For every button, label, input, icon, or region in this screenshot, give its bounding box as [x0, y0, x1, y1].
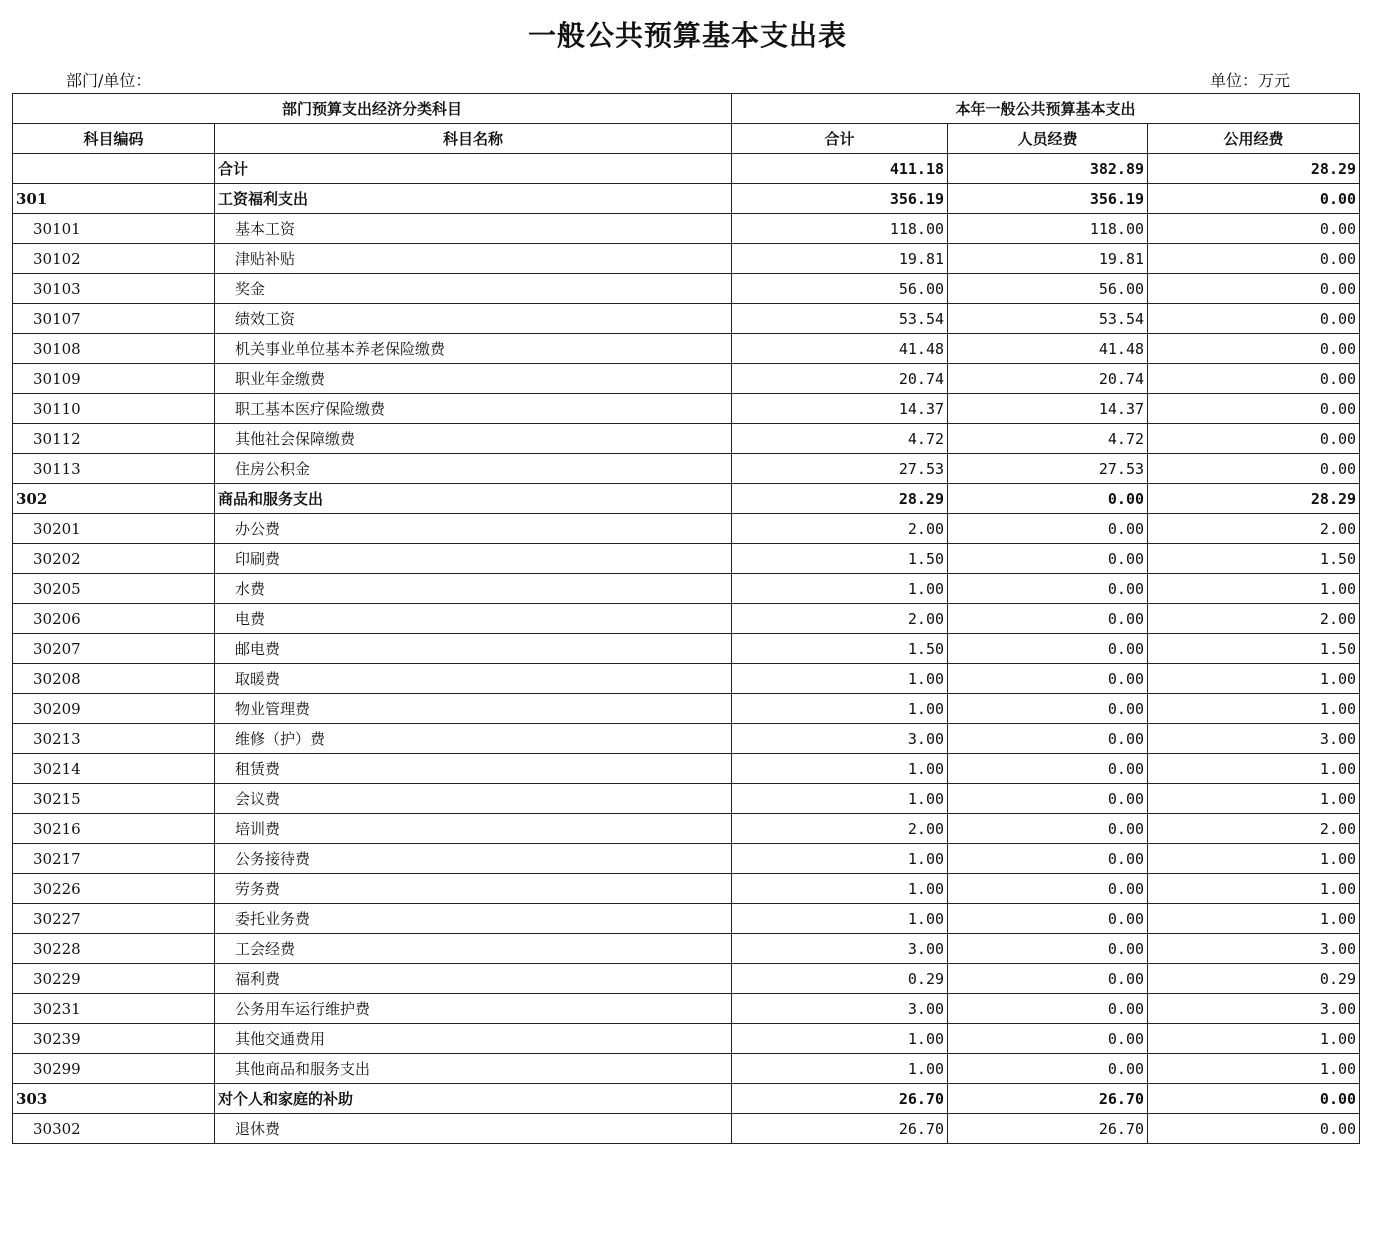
cell-name: 印刷费 — [215, 544, 732, 574]
cell-code: 30231 — [13, 994, 215, 1024]
table-row — [13, 184, 1360, 214]
cell-public: 1.00 — [1148, 694, 1360, 724]
cell-personnel: 4.72 — [948, 424, 1148, 454]
table-row — [13, 844, 1360, 874]
cell-public: 1.00 — [1148, 844, 1360, 874]
cell-personnel: 0.00 — [948, 1054, 1148, 1084]
cell-public: 0.00 — [1148, 394, 1360, 424]
cell-public: 28.29 — [1148, 154, 1360, 184]
cell-personnel: 0.00 — [948, 1024, 1148, 1054]
cell-code: 30228 — [13, 934, 215, 964]
table-row — [13, 784, 1360, 814]
header-public: 公用经费 — [1148, 124, 1360, 154]
cell-public: 0.00 — [1148, 424, 1360, 454]
cell-name: 物业管理费 — [215, 694, 732, 724]
cell-personnel: 26.70 — [948, 1084, 1148, 1114]
cell-name: 租赁费 — [215, 754, 732, 784]
cell-public: 0.00 — [1148, 304, 1360, 334]
cell-code: 30207 — [13, 634, 215, 664]
cell-code: 30205 — [13, 574, 215, 604]
cell-name: 其他社会保障缴费 — [215, 424, 732, 454]
cell-public: 1.00 — [1148, 574, 1360, 604]
cell-personnel: 14.37 — [948, 394, 1148, 424]
page-title: 一般公共预算基本支出表 — [527, 19, 847, 52]
cell-total: 41.48 — [732, 334, 948, 364]
table-row — [13, 754, 1360, 784]
table-row — [13, 364, 1360, 394]
cell-personnel: 19.81 — [948, 244, 1148, 274]
cell-name: 工资福利支出 — [215, 184, 732, 214]
cell-total: 2.00 — [732, 604, 948, 634]
cell-personnel: 0.00 — [948, 784, 1148, 814]
table-row — [13, 514, 1360, 544]
budget-table — [12, 93, 1360, 1144]
header-group-classification: 部门预算支出经济分类科目 — [13, 94, 732, 124]
header-group-expenditure: 本年一般公共预算基本支出 — [732, 94, 1360, 124]
table-row — [13, 274, 1360, 304]
cell-total: 411.18 — [732, 154, 948, 184]
table-row — [13, 664, 1360, 694]
table-row — [13, 1054, 1360, 1084]
cell-personnel: 0.00 — [948, 574, 1148, 604]
cell-public: 1.00 — [1148, 1024, 1360, 1054]
cell-code: 301 — [13, 184, 215, 214]
cell-total: 1.00 — [732, 694, 948, 724]
cell-code: 30216 — [13, 814, 215, 844]
cell-name: 机关事业单位基本养老保险缴费 — [215, 334, 732, 364]
cell-total: 53.54 — [732, 304, 948, 334]
cell-code: 30113 — [13, 454, 215, 484]
cell-total: 1.00 — [732, 754, 948, 784]
cell-total: 1.00 — [732, 1024, 948, 1054]
table-row — [13, 964, 1360, 994]
cell-public: 2.00 — [1148, 814, 1360, 844]
cell-name: 住房公积金 — [215, 454, 732, 484]
cell-name: 工会经费 — [215, 934, 732, 964]
cell-code: 30209 — [13, 694, 215, 724]
cell-total: 1.00 — [732, 874, 948, 904]
cell-public: 2.00 — [1148, 604, 1360, 634]
cell-personnel: 0.00 — [948, 514, 1148, 544]
cell-personnel: 0.00 — [948, 634, 1148, 664]
cell-personnel: 356.19 — [948, 184, 1148, 214]
cell-public: 0.00 — [1148, 214, 1360, 244]
cell-personnel: 0.00 — [948, 604, 1148, 634]
table-body — [13, 154, 1360, 1144]
cell-name: 绩效工资 — [215, 304, 732, 334]
cell-public: 0.29 — [1148, 964, 1360, 994]
cell-total: 0.29 — [732, 964, 948, 994]
cell-name: 商品和服务支出 — [215, 484, 732, 514]
cell-total: 20.74 — [732, 364, 948, 394]
cell-code: 30302 — [13, 1114, 215, 1144]
cell-public: 28.29 — [1148, 484, 1360, 514]
cell-personnel: 0.00 — [948, 664, 1148, 694]
cell-total: 3.00 — [732, 994, 948, 1024]
table-row — [13, 424, 1360, 454]
cell-code: 30206 — [13, 604, 215, 634]
cell-code: 30108 — [13, 334, 215, 364]
header-personnel: 人员经费 — [948, 124, 1148, 154]
cell-total: 1.00 — [732, 574, 948, 604]
cell-personnel: 382.89 — [948, 154, 1148, 184]
cell-total: 26.70 — [732, 1114, 948, 1144]
cell-name: 电费 — [215, 604, 732, 634]
cell-personnel: 0.00 — [948, 544, 1148, 574]
cell-total: 4.72 — [732, 424, 948, 454]
cell-code: 30109 — [13, 364, 215, 394]
cell-name: 奖金 — [215, 274, 732, 304]
cell-total: 2.00 — [732, 814, 948, 844]
table-row — [13, 544, 1360, 574]
cell-personnel: 0.00 — [948, 754, 1148, 784]
cell-total: 1.50 — [732, 544, 948, 574]
table-row — [13, 634, 1360, 664]
cell-public: 0.00 — [1148, 184, 1360, 214]
cell-total: 27.53 — [732, 454, 948, 484]
header-name: 科目名称 — [215, 124, 732, 154]
cell-public: 1.00 — [1148, 904, 1360, 934]
cell-personnel: 0.00 — [948, 964, 1148, 994]
cell-name: 委托业务费 — [215, 904, 732, 934]
table-row — [13, 874, 1360, 904]
table-row — [13, 1114, 1360, 1144]
cell-code: 30201 — [13, 514, 215, 544]
cell-code: 30299 — [13, 1054, 215, 1084]
cell-public: 1.00 — [1148, 784, 1360, 814]
cell-personnel: 53.54 — [948, 304, 1148, 334]
table-row — [13, 394, 1360, 424]
table-row — [13, 454, 1360, 484]
cell-name: 职业年金缴费 — [215, 364, 732, 394]
cell-code: 30227 — [13, 904, 215, 934]
table-row — [13, 574, 1360, 604]
table-row — [13, 604, 1360, 634]
cell-code: 30239 — [13, 1024, 215, 1054]
cell-name: 职工基本医疗保险缴费 — [215, 394, 732, 424]
cell-personnel: 0.00 — [948, 934, 1148, 964]
cell-total: 3.00 — [732, 724, 948, 754]
cell-name: 邮电费 — [215, 634, 732, 664]
cell-name: 其他商品和服务支出 — [215, 1054, 732, 1084]
department-label: 部门/单位： — [66, 71, 152, 90]
cell-personnel: 0.00 — [948, 724, 1148, 754]
cell-code: 30213 — [13, 724, 215, 754]
table-row — [13, 154, 1360, 184]
cell-personnel: 27.53 — [948, 454, 1148, 484]
cell-name: 水费 — [215, 574, 732, 604]
cell-name: 津贴补贴 — [215, 244, 732, 274]
cell-total: 19.81 — [732, 244, 948, 274]
cell-total: 1.00 — [732, 844, 948, 874]
header-code: 科目编码 — [13, 124, 215, 154]
cell-total: 3.00 — [732, 934, 948, 964]
cell-public: 3.00 — [1148, 724, 1360, 754]
cell-name: 取暖费 — [215, 664, 732, 694]
cell-personnel: 0.00 — [948, 874, 1148, 904]
cell-name: 会议费 — [215, 784, 732, 814]
cell-code: 30110 — [13, 394, 215, 424]
cell-total: 1.00 — [732, 904, 948, 934]
cell-code: 30229 — [13, 964, 215, 994]
cell-public: 0.00 — [1148, 454, 1360, 484]
table-row — [13, 1084, 1360, 1114]
cell-code: 30101 — [13, 214, 215, 244]
header-group-row — [13, 94, 1360, 124]
cell-code: 30112 — [13, 424, 215, 454]
cell-personnel: 41.48 — [948, 334, 1148, 364]
cell-code: 302 — [13, 484, 215, 514]
cell-total: 28.29 — [732, 484, 948, 514]
table-row — [13, 304, 1360, 334]
table-row — [13, 244, 1360, 274]
cell-personnel: 56.00 — [948, 274, 1148, 304]
cell-public: 3.00 — [1148, 934, 1360, 964]
cell-personnel: 26.70 — [948, 1114, 1148, 1144]
cell-total: 356.19 — [732, 184, 948, 214]
cell-public: 0.00 — [1148, 334, 1360, 364]
cell-code: 303 — [13, 1084, 215, 1114]
cell-total: 56.00 — [732, 274, 948, 304]
cell-code: 30103 — [13, 274, 215, 304]
cell-public: 1.50 — [1148, 634, 1360, 664]
cell-code: 30226 — [13, 874, 215, 904]
cell-personnel: 0.00 — [948, 994, 1148, 1024]
cell-personnel: 118.00 — [948, 214, 1148, 244]
table-row — [13, 694, 1360, 724]
cell-name: 基本工资 — [215, 214, 732, 244]
cell-code: 30102 — [13, 244, 215, 274]
table-row — [13, 334, 1360, 364]
cell-name: 其他交通费用 — [215, 1024, 732, 1054]
table-row — [13, 214, 1360, 244]
cell-name: 公务用车运行维护费 — [215, 994, 732, 1024]
cell-total: 2.00 — [732, 514, 948, 544]
table-row — [13, 814, 1360, 844]
cell-total: 1.00 — [732, 784, 948, 814]
cell-public: 0.00 — [1148, 1114, 1360, 1144]
header-total: 合计 — [732, 124, 948, 154]
cell-total: 26.70 — [732, 1084, 948, 1114]
cell-total: 1.50 — [732, 634, 948, 664]
cell-name: 劳务费 — [215, 874, 732, 904]
cell-code: 30208 — [13, 664, 215, 694]
cell-total: 118.00 — [732, 214, 948, 244]
cell-public: 0.00 — [1148, 244, 1360, 274]
table-row — [13, 994, 1360, 1024]
cell-public: 1.00 — [1148, 754, 1360, 784]
cell-personnel: 0.00 — [948, 904, 1148, 934]
cell-personnel: 20.74 — [948, 364, 1148, 394]
cell-name: 维修（护）费 — [215, 724, 732, 754]
cell-total: 1.00 — [732, 1054, 948, 1084]
cell-public: 0.00 — [1148, 364, 1360, 394]
cell-personnel: 0.00 — [948, 694, 1148, 724]
cell-public: 3.00 — [1148, 994, 1360, 1024]
cell-public: 2.00 — [1148, 514, 1360, 544]
cell-personnel: 0.00 — [948, 814, 1148, 844]
cell-name: 办公费 — [215, 514, 732, 544]
cell-total: 14.37 — [732, 394, 948, 424]
cell-public: 0.00 — [1148, 1084, 1360, 1114]
cell-public: 1.50 — [1148, 544, 1360, 574]
cell-public: 1.00 — [1148, 664, 1360, 694]
cell-code: 30215 — [13, 784, 215, 814]
cell-code — [13, 154, 215, 184]
cell-code: 30217 — [13, 844, 215, 874]
cell-public: 1.00 — [1148, 874, 1360, 904]
table-row — [13, 724, 1360, 754]
cell-personnel: 0.00 — [948, 844, 1148, 874]
cell-name: 退休费 — [215, 1114, 732, 1144]
cell-code: 30214 — [13, 754, 215, 784]
header-column-row — [13, 124, 1360, 154]
cell-name: 对个人和家庭的补助 — [215, 1084, 732, 1114]
cell-code: 30107 — [13, 304, 215, 334]
cell-public: 1.00 — [1148, 1054, 1360, 1084]
cell-name: 培训费 — [215, 814, 732, 844]
cell-personnel: 0.00 — [948, 484, 1148, 514]
table-row — [13, 484, 1360, 514]
cell-name: 公务接待费 — [215, 844, 732, 874]
cell-code: 30202 — [13, 544, 215, 574]
table-row — [13, 934, 1360, 964]
cell-public: 0.00 — [1148, 274, 1360, 304]
unit-label: 单位：万元 — [1210, 71, 1291, 90]
cell-name: 合计 — [215, 154, 732, 184]
cell-name: 福利费 — [215, 964, 732, 994]
table-row — [13, 904, 1360, 934]
table-row — [13, 1024, 1360, 1054]
cell-total: 1.00 — [732, 664, 948, 694]
